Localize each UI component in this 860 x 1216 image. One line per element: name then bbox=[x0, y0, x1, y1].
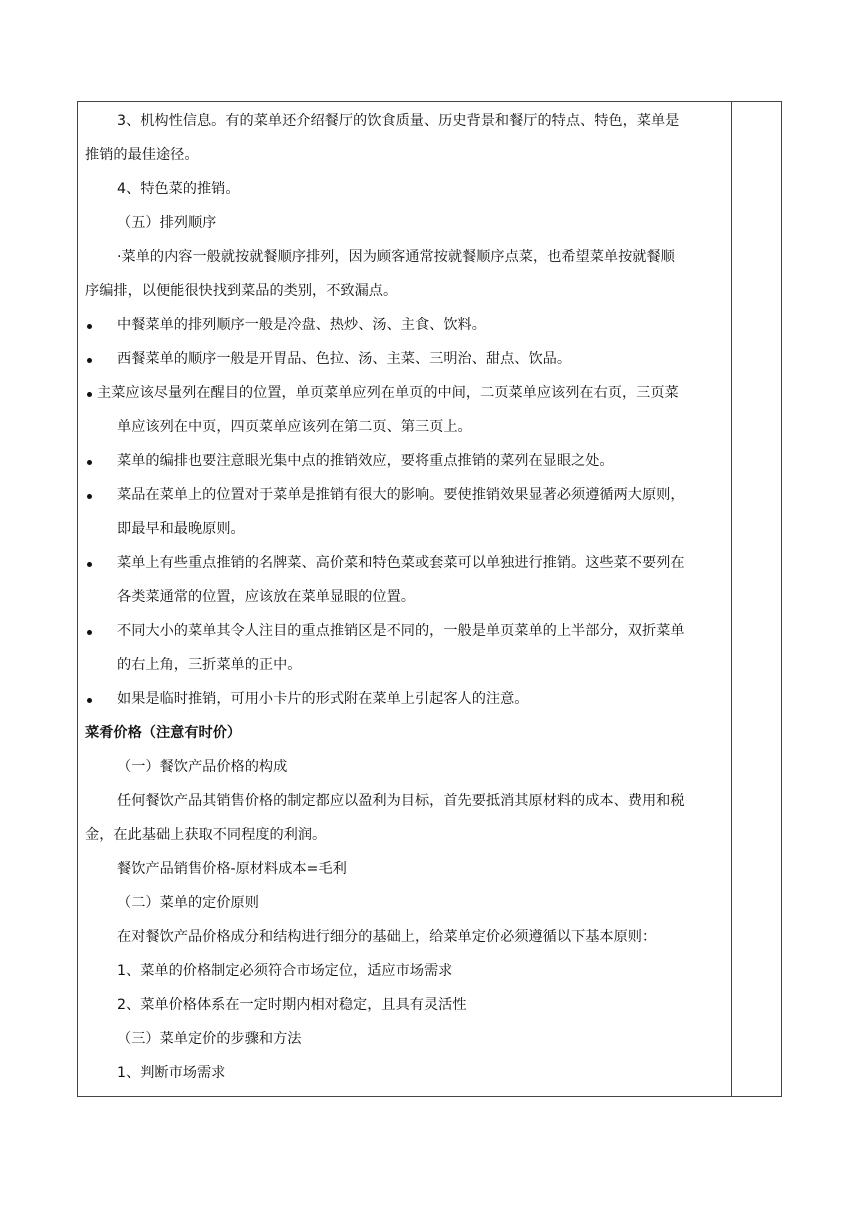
list-item: 不同大小的菜单其令人注目的重点推销区是不同的，一般是单页菜单的上半部分，双折菜单 bbox=[117, 623, 685, 639]
paragraph: 金，在此基础上获取不同程度的利润。 bbox=[85, 827, 327, 843]
list-item: 单应该列在中页，四页菜单应该列在第二页、第三页上。 bbox=[117, 419, 472, 435]
paragraph: 序编排，以便能很快找到菜品的类别，不致漏点。 bbox=[85, 283, 398, 299]
paragraph: 1、菜单的价格制定必须符合市场定位，适应市场需求 bbox=[117, 963, 453, 979]
bullet-icon bbox=[87, 460, 92, 465]
formula: 餐饮产品销售价格-原材料成本=毛利 bbox=[117, 861, 347, 877]
bullet-icon bbox=[87, 630, 92, 635]
column-divider bbox=[731, 101, 732, 1097]
bullet-icon bbox=[87, 324, 92, 329]
bullet-icon bbox=[87, 494, 92, 499]
paragraph: 在对餐饮产品价格成分和结构进行细分的基础上，给菜单定价必须遵循以下基本原则： bbox=[117, 929, 657, 945]
paragraph: 4、特色菜的推销。 bbox=[117, 181, 240, 197]
list-item: 的右上角，三折菜单的正中。 bbox=[117, 657, 302, 673]
paragraph: 推销的最佳途径。 bbox=[85, 147, 199, 163]
list-item: 菜品在菜单上的位置对于菜单是推销有很大的影响。要使推销效果显著必须遵循两大原则， bbox=[117, 487, 685, 503]
bullet-icon bbox=[87, 392, 92, 397]
paragraph: 1、判断市场需求 bbox=[117, 1065, 226, 1081]
list-item: 主菜应该尽量列在醒目的位置，单页菜单应列在单页的中间，二页菜单应该列在右页，三页菜 bbox=[97, 385, 679, 401]
list-item: 各类菜通常的位置，应该放在菜单显眼的位置。 bbox=[117, 589, 415, 605]
section-title: 菜肴价格（注意有时价） bbox=[85, 725, 242, 741]
bullet-icon bbox=[87, 562, 92, 567]
section-heading: （一）餐饮产品价格的构成 bbox=[117, 759, 288, 775]
paragraph: 任何餐饮产品其销售价格的制定都应以盈利为目标，首先要抵消其原材料的成本、费用和税 bbox=[117, 793, 685, 809]
bullet-icon bbox=[87, 698, 92, 703]
list-item: 西餐菜单的顺序一般是开胃品、色拉、汤、主菜、三明治、甜点、饮品。 bbox=[117, 351, 572, 367]
list-item: 中餐菜单的排列顺序一般是冷盘、热炒、汤、主食、饮料。 bbox=[117, 317, 486, 333]
paragraph: 2、菜单价格体系在一定时期内相对稳定，且具有灵活性 bbox=[117, 997, 467, 1013]
list-item: 菜单的编排也要注意眼光集中点的推销效应，要将重点推销的菜列在显眼之处。 bbox=[117, 453, 614, 469]
list-item: 即最早和最晚原则。 bbox=[117, 521, 245, 537]
section-heading: （二）菜单的定价原则 bbox=[117, 895, 259, 911]
paragraph: ·菜单的内容一般就按就餐顺序排列，因为顾客通常按就餐顺序点菜，也希望菜单按就餐顺 bbox=[117, 249, 675, 265]
section-heading: （五）排列顺序 bbox=[117, 215, 217, 231]
list-item: 菜单上有些重点推销的名牌菜、高价菜和特色菜或套菜可以单独进行推销。这些菜不要列在 bbox=[117, 555, 685, 571]
list-item: 如果是临时推销，可用小卡片的形式附在菜单上引起客人的注意。 bbox=[117, 691, 529, 707]
section-heading: （三）菜单定价的步骤和方法 bbox=[117, 1031, 302, 1047]
paragraph: 3、机构性信息。有的菜单还介绍餐厅的饮食质量、历史背景和餐厅的特点、特色，菜单是 bbox=[117, 113, 680, 129]
bullet-icon bbox=[87, 358, 92, 363]
